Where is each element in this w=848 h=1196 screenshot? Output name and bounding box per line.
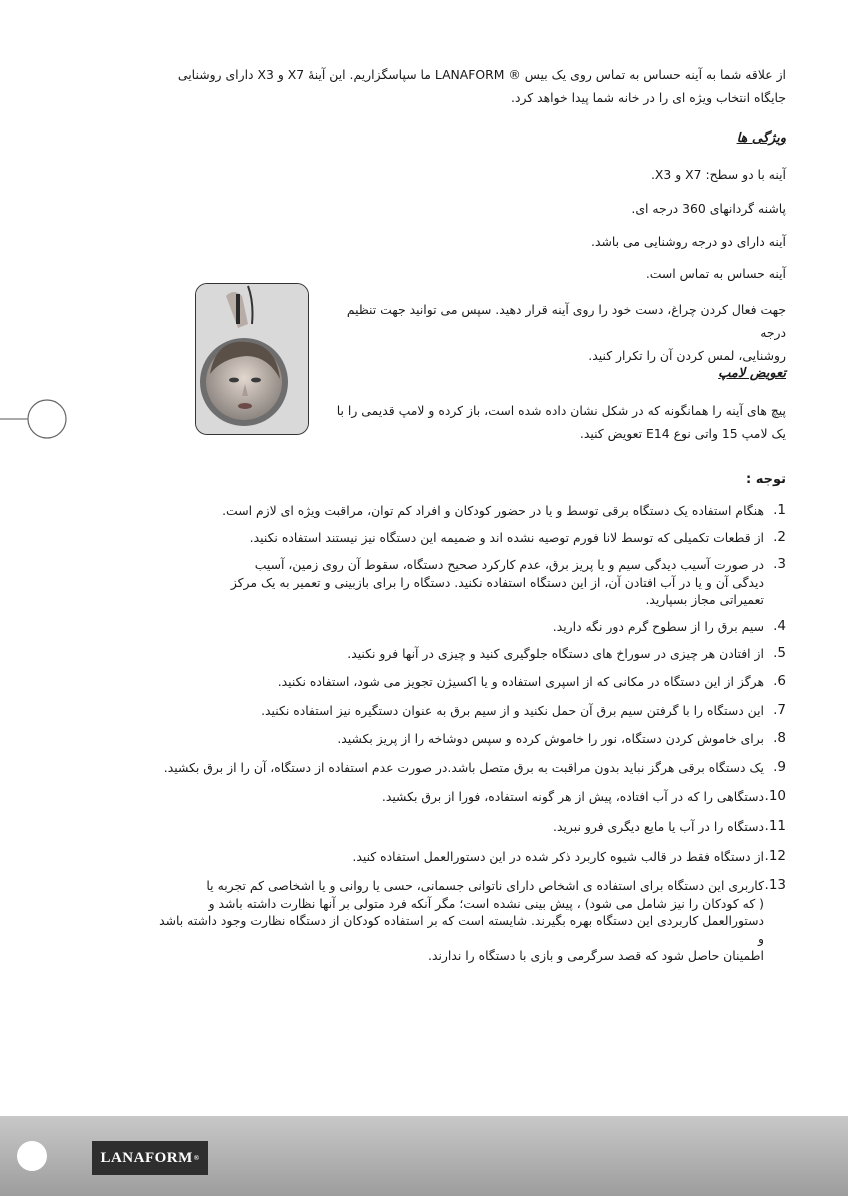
- note-line: هرگز از این دستگاه در مکانی که از اسپری استفاده و یا اکسیژن تجویز می شود، استفاده نکنید.: [277, 674, 764, 689]
- note-line: دستگاه را در آب یا مایع دیگری فرو نبرید.: [553, 819, 764, 834]
- note-number: 13.: [764, 877, 786, 893]
- lanaform-logo: [92, 1141, 208, 1175]
- note-number: 5.: [773, 645, 786, 661]
- mirror-photo: [195, 283, 309, 435]
- note-number: 6.: [773, 673, 786, 689]
- lamp-heading: تعویض لامپ: [718, 366, 786, 381]
- feature-item-5-line-2: روشنایی، لمس کردن آن را تکرار کنید.: [588, 348, 786, 363]
- note-number: 3.: [773, 556, 786, 572]
- note-number: 2.: [773, 529, 786, 545]
- note-number: 7.: [773, 702, 786, 718]
- note-item: [226, 556, 786, 609]
- note-line: کاربری این دستگاه برای استفاده ی اشخاص دارای ناتوانی جسمانی، حسی یا روانی و یا اشخاصی کم تجربه یا: [206, 878, 764, 893]
- feature-item-5-line-1: جهت فعال کردن چراغ، دست خود را روی آینه قرار دهید. سپس می توانید جهت تنظیم درجه: [346, 302, 786, 340]
- brand-name: LANAFORM: [100, 1149, 193, 1166]
- note-line: دستگاهی را که در آب افتاده، پیش از هر گونه استفاده، فورا از برق بکشید.: [381, 789, 764, 804]
- note-number: 11.: [764, 818, 786, 834]
- note-item: [146, 673, 786, 691]
- lamp-line-2: یک لامپ 15 واتی نوع E14 تعویض کنید.: [579, 426, 786, 441]
- note-item: [146, 848, 786, 866]
- intro-line-1: از علاقه شما به آینه حساس به تماس روی یک بیس ® LANAFORM ما سپاسگزاریم. این آینهٔ X7 و X3 دارای روشنایی: [177, 67, 786, 82]
- features-heading: ویژگی ها: [736, 131, 786, 146]
- note-item: [86, 759, 786, 777]
- page-number-circle: [17, 1141, 47, 1171]
- note-item: [146, 645, 786, 663]
- note-item: [146, 618, 786, 636]
- note-line: اطمینان حاصل شود که قصد سرگرمی و بازی با دستگاه را ندارند.: [428, 948, 764, 963]
- notes-title: توجه :: [745, 472, 786, 487]
- note-item: [146, 818, 786, 836]
- note-line: هنگام استفاده یک دستگاه برقی توسط و یا در حضور کودکان و افراد کم توان، مراقبت ویژه ای لازم است.: [222, 503, 764, 518]
- note-line: در صورت آسیب دیدگی سیم و یا پریز برق، عدم کارکرد صحیح دستگاه، سقوط آن روی زمین، آسیب: [254, 557, 764, 572]
- note-number: 10.: [764, 788, 786, 804]
- intro-line-2: جایگاه انتخاب ویژه ای را در خانه شما پیدا خواهد کرد.: [511, 90, 786, 105]
- lamp-line-1: پیچ های آینه را همانگونه که در شکل نشان داده شده است، باز کرده و لامپ قدیمی را با: [336, 403, 786, 418]
- note-line: ( که کودکان را نیز شامل می شود) ، پیش بینی نشده است؛ مگر آنکه فرد متولی بر آنها نظارت داشته باشد و: [208, 895, 764, 911]
- note-line: از افتادن هر چیزی در سوراخ های دستگاه جلوگیری کنید و چیزی در آنها فرو نکنید.: [347, 646, 764, 661]
- intro-paragraph: [146, 63, 786, 109]
- note-line: سیم برق را از سطوح گرم دور نگه دارید.: [552, 619, 764, 634]
- feature-item-1: آینه با دو سطح: X7 و X3.: [650, 167, 786, 182]
- note-number: 12.: [764, 848, 786, 864]
- note-number: 1.: [773, 502, 786, 518]
- note-number: 4.: [773, 618, 786, 634]
- note-line: یک دستگاه برقی هرگز نباید بدون مراقبت به برق متصل باشد.در صورت عدم استفاده از دستگاه، آن را از برق بکشید.: [163, 760, 764, 775]
- feature-item-2: پاشنه گردانهای 360 درجه ای.: [631, 201, 786, 216]
- page-tab-marker: [0, 398, 70, 440]
- feature-item-4: آینه حساس به تماس است.: [645, 266, 786, 281]
- feature-item-3: آینه دارای دو درجه روشنایی می باشد.: [591, 234, 786, 249]
- note-line: این دستگاه را با گرفتن سیم برق آن حمل نکنید و از سیم برق به عنوان دستگیره نیز استفاده نکنید.: [261, 703, 764, 718]
- note-line: تعمیراتی مجاز بسپارید.: [645, 592, 764, 607]
- lamp-paragraph: [326, 399, 786, 445]
- feature-item-5: [326, 298, 786, 367]
- note-line: دستورالعمل کاربردی این دستگاه بهره بگیرند. شایسته است که بر استفاده کودکان از دستگاه نظارت وجود داشته باشد و: [159, 913, 764, 946]
- note-item: [156, 877, 786, 965]
- note-line: دیدگی آن و یا در آب افتادن آن، از این دستگاه استفاده نکنید. دستگاه را برای بازبینی و تعمیر به یک مرکز: [230, 574, 764, 590]
- note-item: [146, 502, 786, 520]
- note-line: از قطعات تکمیلی که توسط لانا فورم توصیه نشده اند و ضمیمه این دستگاه نیز نیستند استفاده نکنید.: [249, 530, 764, 545]
- note-line: از دستگاه فقط در قالب شیوه کاربرد ذکر شده در این دستورالعمل استفاده کنید.: [352, 849, 764, 864]
- note-item: [146, 529, 786, 547]
- registered-mark: ®: [193, 1154, 200, 1162]
- note-number: 8.: [773, 730, 786, 746]
- note-item: [146, 788, 786, 806]
- note-item: [146, 730, 786, 748]
- note-number: 9.: [773, 759, 786, 775]
- note-line: برای خاموش کردن دستگاه، نور را خاموش کرده و سپس دوشاخه را از پریز بکشید.: [337, 731, 764, 746]
- woman-mirror-illustration: [196, 284, 308, 434]
- note-item: [146, 702, 786, 720]
